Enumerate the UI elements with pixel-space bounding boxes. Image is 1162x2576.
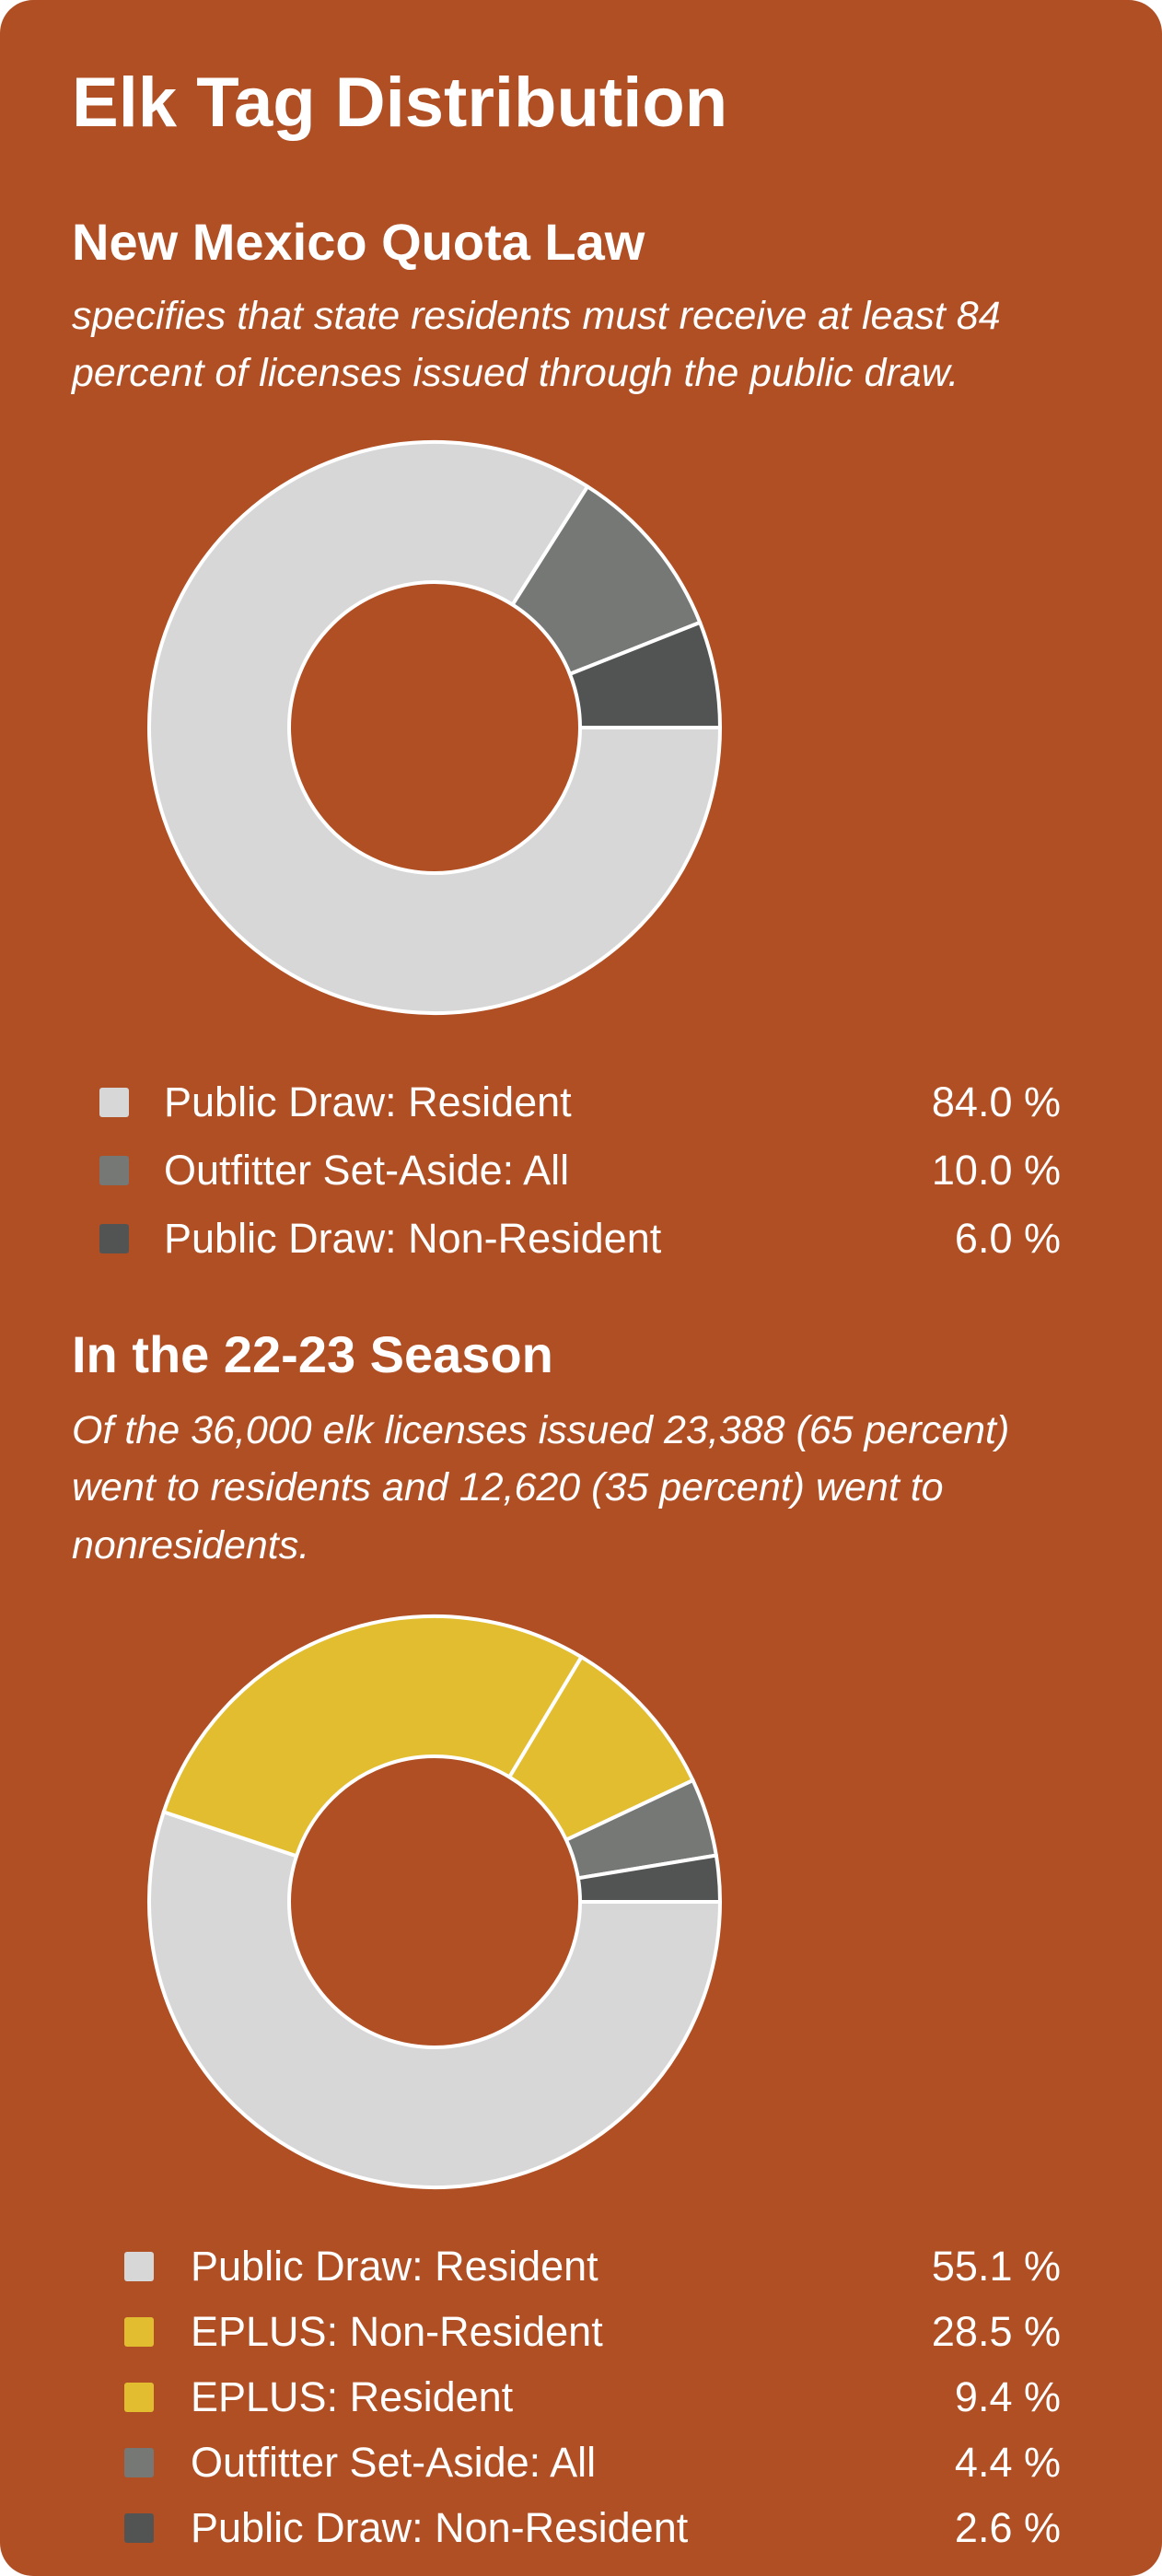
- legend-label: EPLUS: Non-Resident: [191, 2307, 603, 2355]
- section-description-quota-law: specifies that state residents must receive at least 84 percent of licenses issued through the public draw.: [72, 294, 1001, 396]
- legend-item: [124, 2299, 1061, 2364]
- legend-label: Outfitter Set-Aside: All: [191, 2438, 597, 2486]
- section-description-season: Of the 36,000 elk licenses issued 23,388 (65 percent) went to residents and 12,620 (35 percent) went to nonresidents.: [72, 1408, 1010, 1568]
- legend-value: 9.4 %: [954, 2372, 1061, 2420]
- legend-label: Public Draw: Non-Resident: [191, 2503, 689, 2551]
- legend-value: 84.0 %: [931, 1078, 1061, 1125]
- legend-swatch: [124, 2448, 154, 2477]
- legend-swatch: [124, 2513, 154, 2543]
- legend-item: [124, 2430, 1061, 2495]
- legend-item: [124, 2233, 1061, 2299]
- legend-value: 6.0 %: [954, 1215, 1061, 1262]
- legend-value: 4.4 %: [954, 2438, 1061, 2486]
- legend-value: 10.0 %: [931, 1147, 1061, 1194]
- legend-item: [99, 1205, 1061, 1273]
- legend-swatch: [99, 1156, 129, 1185]
- quota-law-legend: [99, 1068, 1061, 1273]
- legend-value: 28.5 %: [931, 2307, 1061, 2355]
- quota-law-donut-chart: [0, 424, 1162, 1032]
- legend-item: [124, 2364, 1061, 2430]
- legend-item: [99, 1068, 1061, 1136]
- legend-label: Public Draw: Non-Resident: [164, 1215, 662, 1262]
- legend-swatch: [99, 1224, 129, 1253]
- legend-item: [99, 1136, 1061, 1205]
- season-donut-chart: [0, 1598, 1162, 2206]
- legend-label: Public Draw: Resident: [164, 1078, 572, 1125]
- legend-label: Public Draw: Resident: [191, 2242, 598, 2290]
- legend-swatch: [124, 2383, 154, 2412]
- legend-label: EPLUS: Resident: [191, 2372, 514, 2420]
- donut-slice-eplus-non-resident: [164, 1616, 582, 1856]
- legend-swatch: [124, 2252, 154, 2281]
- section-heading-season: In the 22-23 Season: [72, 1325, 553, 1383]
- legend-value: 2.6 %: [954, 2503, 1061, 2551]
- legend-item: [124, 2495, 1061, 2560]
- season-legend: [124, 2233, 1061, 2560]
- legend-value: 55.1 %: [931, 2242, 1061, 2290]
- section-heading-quota-law: New Mexico Quota Law: [72, 213, 645, 271]
- infographic-title: Elk Tag Distribution: [72, 64, 728, 142]
- legend-swatch: [124, 2317, 154, 2347]
- legend-swatch: [99, 1088, 129, 1117]
- legend-label: Outfitter Set-Aside: All: [164, 1147, 570, 1194]
